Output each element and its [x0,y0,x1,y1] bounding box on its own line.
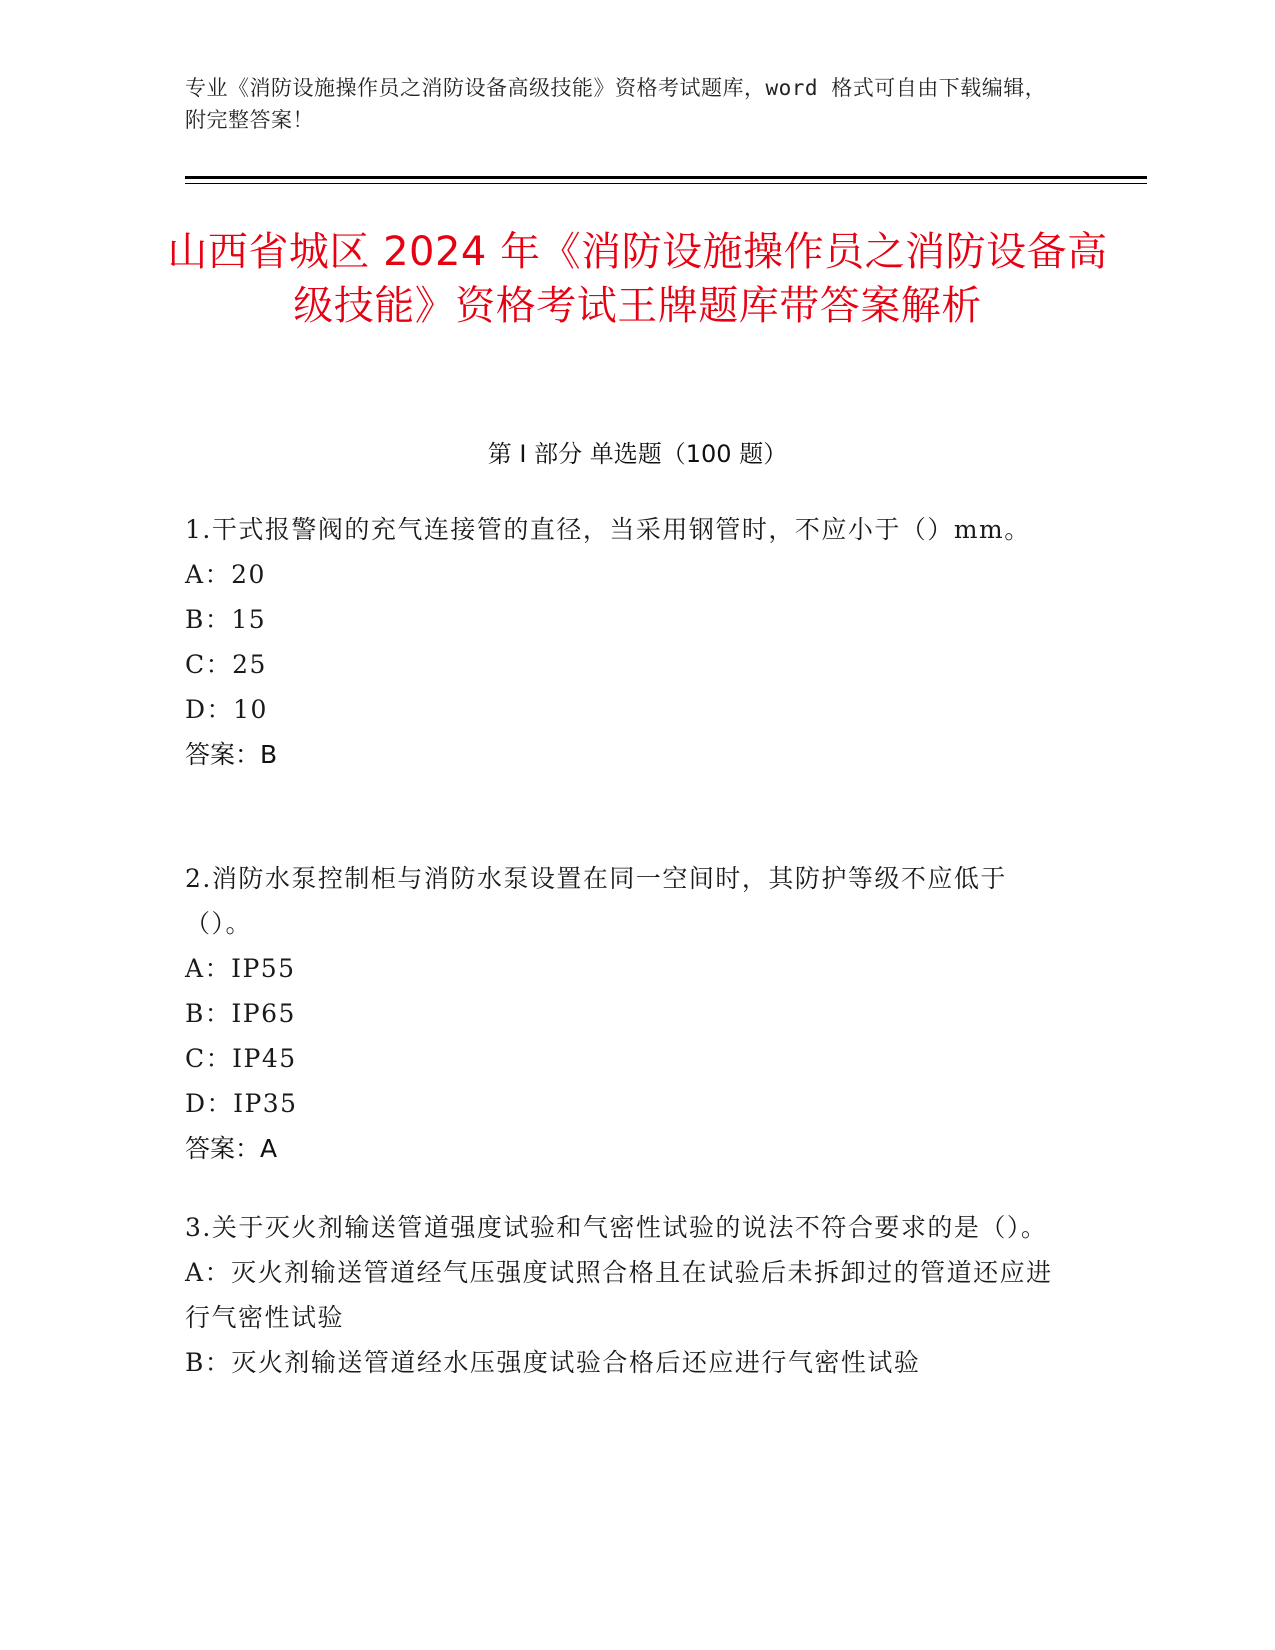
option-c [185,642,1065,687]
option-letter: A [185,954,205,983]
question-1 [185,507,1065,777]
option-a [185,1250,1065,1340]
header-divider-thin [185,183,1147,184]
option-a [185,946,1065,991]
option-text: IP35 [233,1089,298,1118]
option-letter: B [185,605,205,634]
option-separator: ： [206,695,234,724]
option-b [185,597,1065,642]
answer-line: 答案：A [185,1134,278,1163]
question-stem: 1.干式报警阀的充气连接管的直径，当采用钢管时，不应小于（）mm。 [185,515,1031,544]
option-d [185,687,1065,732]
option-separator: ： [205,650,233,679]
option-separator: ： [204,1348,232,1377]
option-letter: C [185,1044,206,1073]
option-separator: ： [204,1258,232,1287]
option-letter: B [185,999,205,1028]
option-text: IP45 [232,1044,297,1073]
question-2 [185,856,1065,1171]
option-letter: B [185,1348,205,1377]
option-letter: D [185,1089,207,1118]
header-note: 专业《消防设施操作员之消防设备高级技能》资格考试题库，word 格式可自由下载编辑，附完整答案！ [185,76,1047,132]
option-a [185,552,1065,597]
option-c [185,1036,1065,1081]
option-text: 10 [233,695,268,724]
section-heading: 第 I 部分 单选题（100 题） [487,440,788,468]
option-letter: C [185,650,206,679]
option-text: 灭火剂输送管道经水压强度试验合格后还应进行气密性试验 [231,1348,921,1377]
option-b [185,1340,1065,1385]
option-letter: A [185,560,205,589]
option-separator: ： [204,560,232,589]
option-letter: A [185,1258,205,1287]
option-text: 25 [232,650,267,679]
option-separator: ： [204,954,232,983]
question-3 [185,1205,1065,1385]
option-text: 15 [231,605,267,634]
option-letter: D [185,695,207,724]
answer-line: 答案：B [185,740,278,769]
option-separator: ： [204,605,232,634]
document-title: 山西省城区 2024 年《消防设施操作员之消防设备高级技能》资格考试王牌题库带答案解析 [167,229,1108,329]
option-text: IP65 [231,999,296,1028]
option-text: 灭火剂输送管道经气压强度试照合格且在试验后未拆卸过的管道还应进行气密性试验 [185,1258,1053,1332]
header-divider-thick [185,176,1147,179]
option-separator: ： [206,1089,234,1118]
question-stem: 2.消防水泵控制柜与消防水泵设置在同一空间时，其防护等级不应低于（）。 [185,864,1007,938]
option-separator: ： [204,999,232,1028]
option-b [185,991,1065,1036]
option-text: IP55 [231,954,296,983]
option-separator: ： [205,1044,233,1073]
option-d [185,1081,1065,1126]
option-text: 20 [231,560,266,589]
question-stem: 3.关于灭火剂输送管道强度试验和气密性试验的说法不符合要求的是（）。 [185,1213,1048,1242]
